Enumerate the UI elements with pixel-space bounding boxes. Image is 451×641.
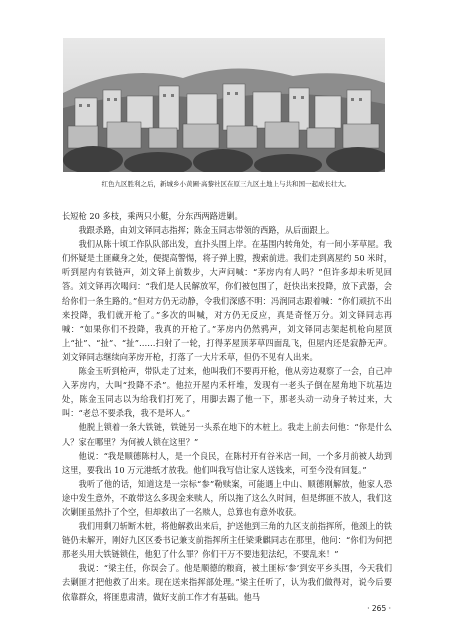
page-number: · 265 · xyxy=(367,604,391,613)
body-text xyxy=(62,209,392,604)
aerial-town-photo xyxy=(63,38,385,172)
figure-caption: 红色九区胜利之后，新城乡小黄圃·高黎社区在原三九区土地上与共和国一起成长壮大。 xyxy=(101,180,351,188)
paragraph: 我跟杀路，由刘文铎同志指挥；陈金玉同志带领的西路，从后面跟上。 xyxy=(78,225,335,236)
paragraph: 他脱上锁着一条大铁链，铁链另一头系在地下的木桩上。我走上前去问他：“你是什么人？家在哪里？为何被人锁在这里？” xyxy=(62,422,392,447)
paragraph: 长短枪 20 多枝，乘两只小艇，分东西两路进剿。 xyxy=(62,211,243,221)
paragraph: 陈金玉听到枪声，带队走了过来，他叫我们不要再开枪，他从旁边观察了一会，自己冲入茅房内，大叫“投降不杀”。他拉开屋内禾杆堆，发现有一老头子倒在屋角地下坑基边处，陈金玉同志以为给我们打死了，用脚去踢了他一下，那老头动一动身子转过来，大叫：“老总不要杀我，我不是坏人。” xyxy=(62,366,392,419)
paragraph: 我们从陈十顷工作队队部出发，直扑头围上岸。在基围内转角处，有一间小茅草屋。我们怀疑是土匪藏身之处，便提高警惕，将子弹上膛，搜索前进。我们走到离屋约 50 米时，听到屋内有铁链声，刘文铎上前数步，大声问喊：“茅房内有人吗？”但许多却未听见回答。刘文铎再次喝问：“我们是人民解放军，你们被包围了，赶快出来投降，放下武器，会给你们一条生路的。”但对方仍无动静，令我们深感不明：冯润同志跟着喊：“你们顽抗不出来投降，我们就开枪了。”多次的叫喊，对方仍无反应，真是奇怪万分。刘文铎同志再喊：“如果你们不投降，我真的开枪了。”茅房内仍然鸦声，刘文铎同志架起机枪向屋顶上“扯”、“扯”、“扯”……扫射了一轮，打得茅屋顶茅草四面乱飞，但屋内还是寂静无声。刘文铎同志继续向茅房开枪，打落了一大片禾草，但仍不见有人出来。 xyxy=(62,239,392,362)
paragraph: 他说：“我是顺德陈村人，是一个良民，在陈村开有谷米店一间，一个多月前被人劫到这里，要我出 10 万元港纸才放我。他们叫我写信让家人送钱来，可至今没有回复。” xyxy=(62,450,392,475)
paragraph: 我听了他的话，知道这是一宗标“参”勒赎案，可能遇上中山、顺德刚解放，他家人恐途中发生意外，不敢带这么多现金来赎人，所以拖了这么久时间，但是绑匪不放人，我们这次剿匪虽然扑了个空，但却救出了一名赎人，总算也有意外收获。 xyxy=(62,478,392,517)
paragraph: 我们用剩刀斩断木桩，将他解救出来后，护送他到三角的九区支前指挥所，他颈上的铁链仍未解开，刚好九区区委书记兼支前指挥所主任梁秉麒同志在那里，他问：“你们为何把那老头用大铁链锁住，他犯了什么罪？你们干万不要违犯法纪，不要乱来！” xyxy=(62,521,392,560)
paragraph: 我说：“梁主任，你误会了。他是顺德的粮商，被土匪标‘参’到安平乡头围，今天我们去剿匪才把他救了出来。现在送来指挥部处理。”梁主任听了，认为我们做得对，说今后要依靠群众，将匪患肃清，做好支前工作才有基础。他马 xyxy=(62,563,392,602)
